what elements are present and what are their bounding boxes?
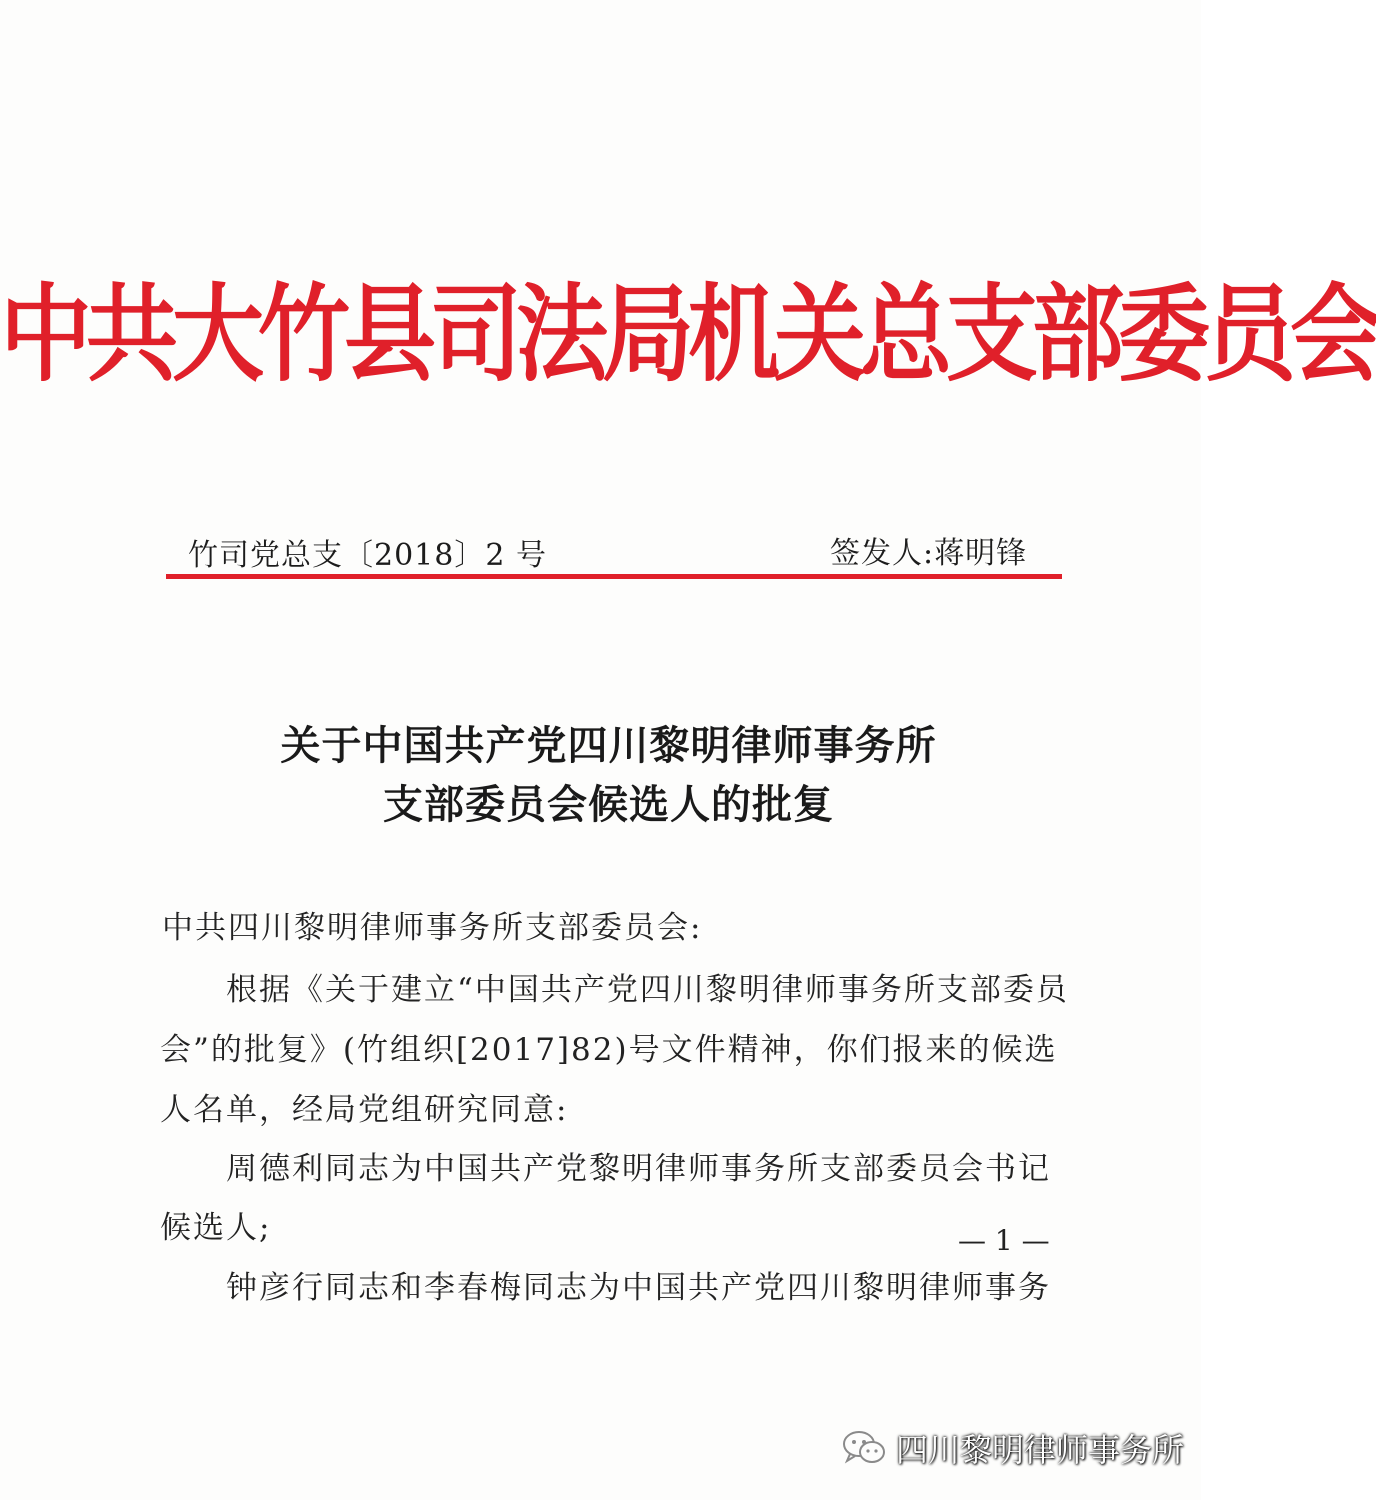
document-title-line-1: 关于中国共产党四川黎明律师事务所 (280, 722, 937, 769)
source-watermark (842, 1426, 1184, 1470)
document-number: 竹司党总支〔2018〕2 号 (188, 538, 547, 573)
issuing-organization-header: 中共大竹县司法局机关总支部委员会 (0, 273, 1376, 397)
body-text-line: 会”的批复》(竹组织[2017]82)号文件精神，你们报来的候选 (160, 1032, 1058, 1068)
red-divider-line (166, 574, 1062, 579)
document-title-line-2: 支部委员会候选人的批复 (383, 781, 834, 828)
body-text-line: 周德利同志为中国共产党黎明律师事务所支部委员会书记 (226, 1151, 1051, 1187)
body-text-line: 根据《关于建立“中国共产党四川黎明律师事务所支部委员 (226, 972, 1069, 1008)
page-number: — 1 — (958, 1224, 1050, 1257)
watermark-text: 四川黎明律师事务所 (896, 1431, 1185, 1469)
recipient-line: 中共四川黎明律师事务所支部委员会: (162, 910, 703, 946)
body-text-line: 候选人; (160, 1210, 272, 1246)
body-text-line: 人名单，经局党组研究同意: (160, 1092, 569, 1128)
wechat-icon (842, 1430, 886, 1466)
issuer-signature-line: 签发人:蒋明锋 (830, 536, 1028, 571)
body-text-line: 钟彦行同志和李春梅同志为中国共产党四川黎明律师事务 (226, 1270, 1051, 1306)
